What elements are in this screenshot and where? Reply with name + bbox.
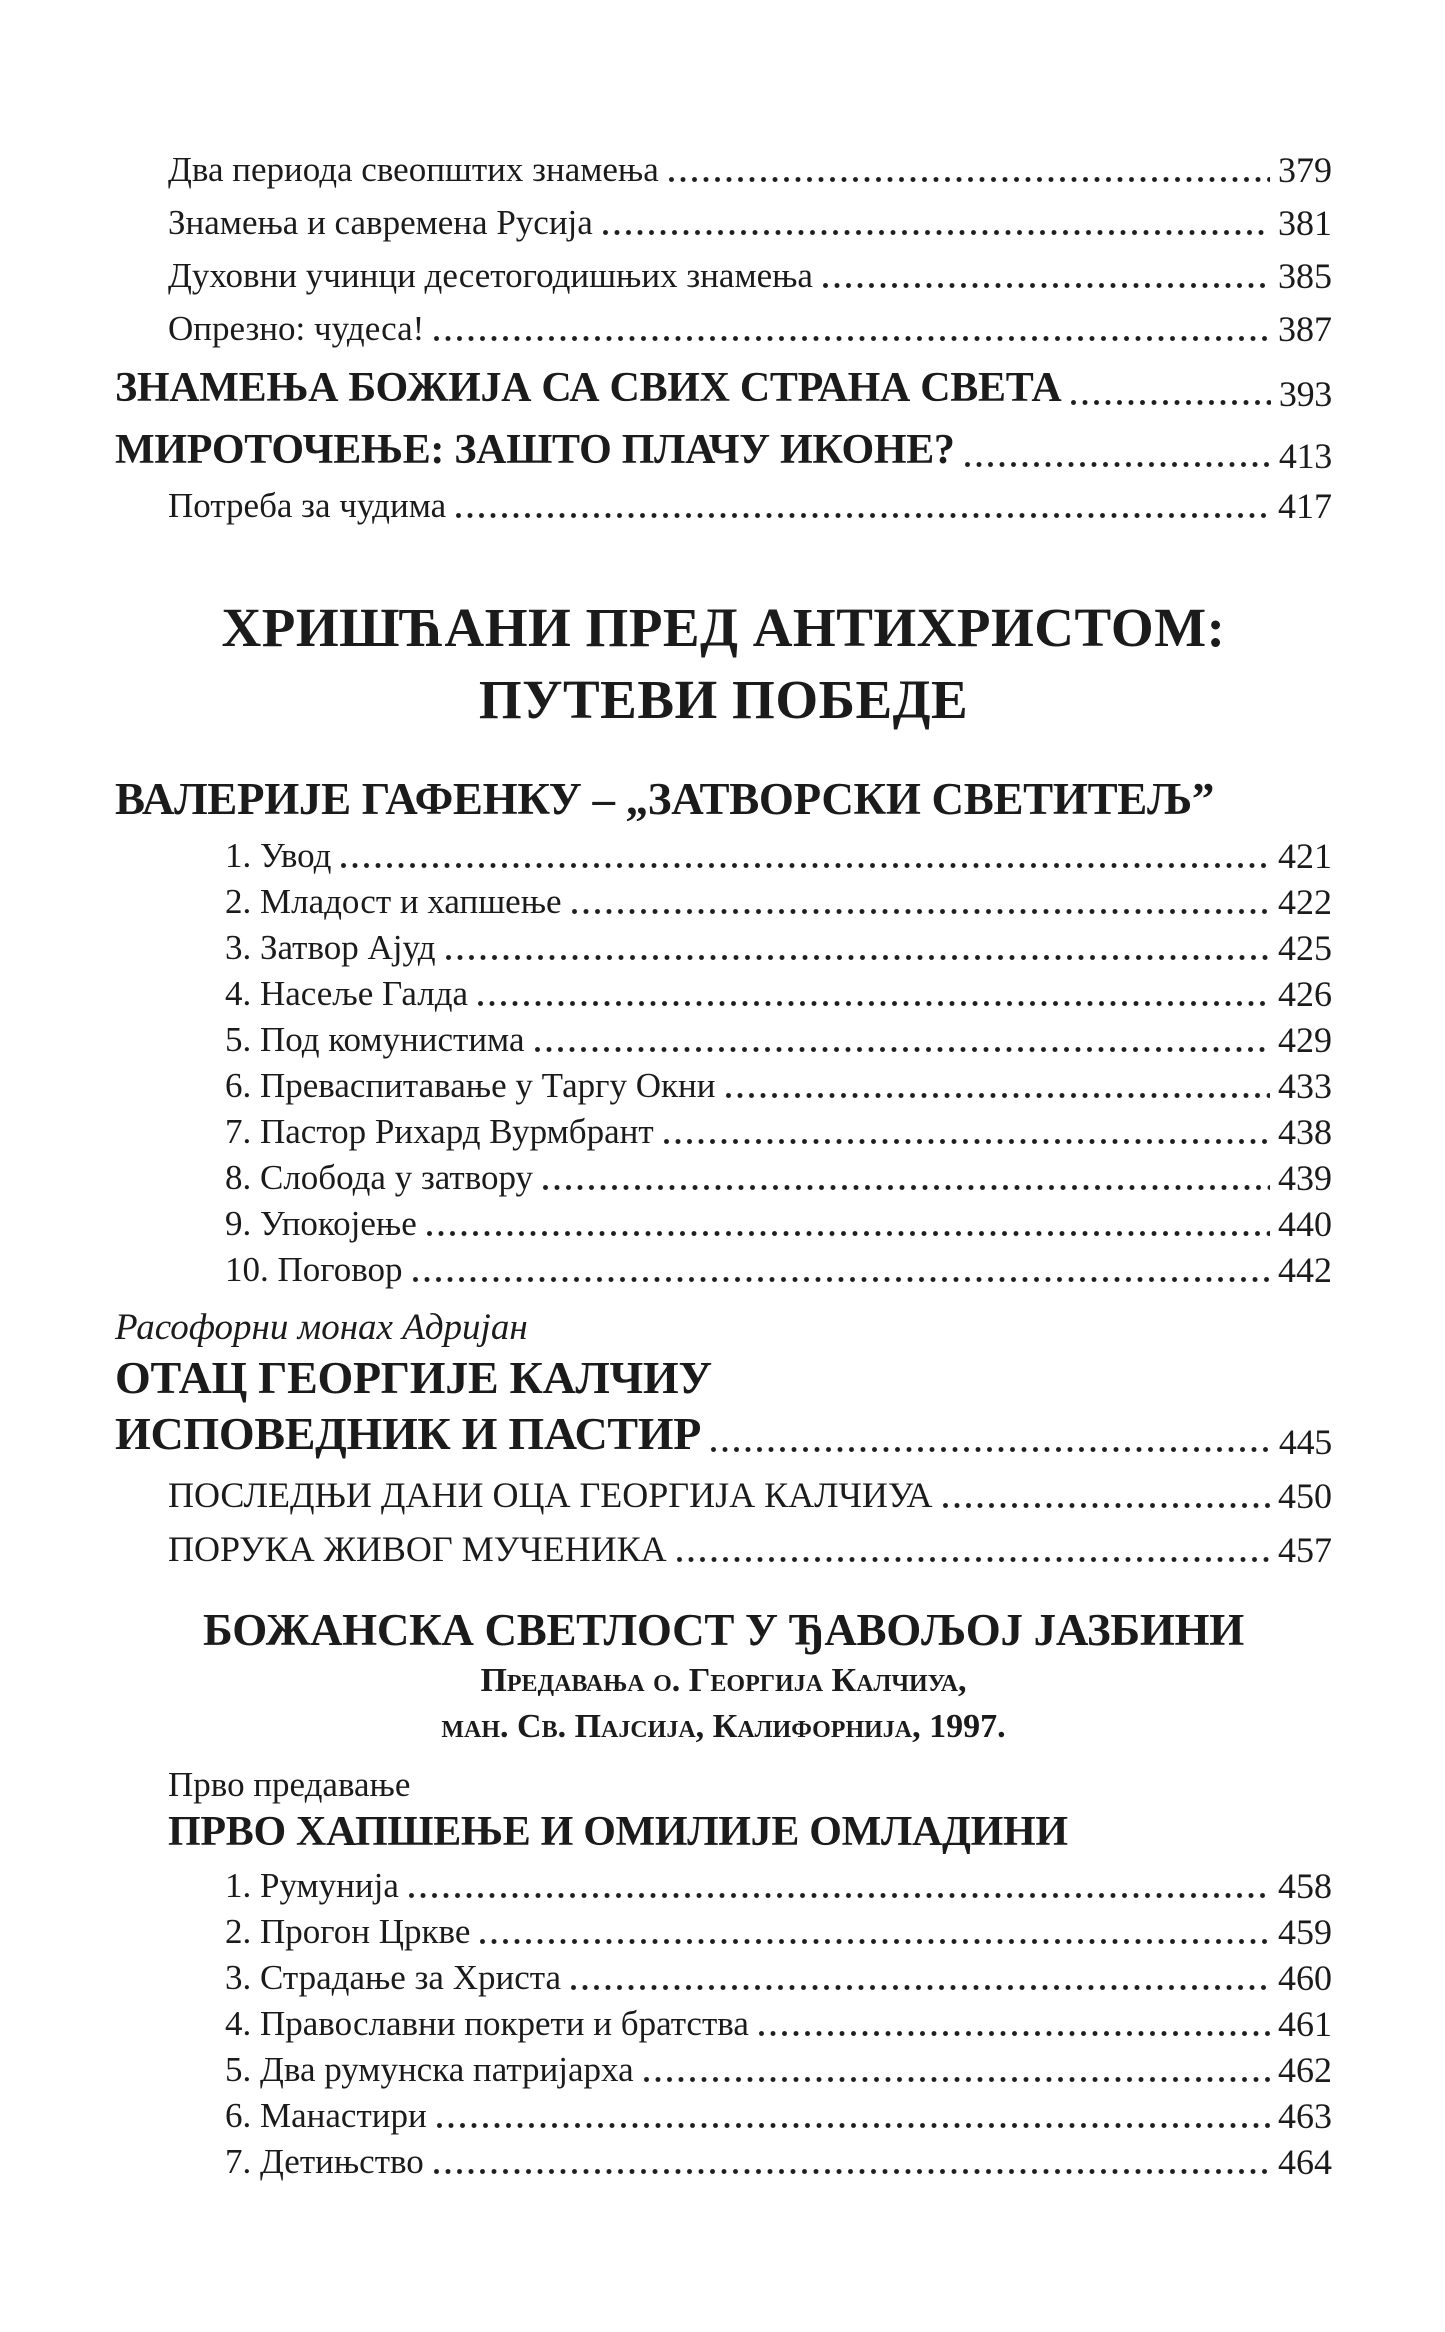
- section-heading-otac-line1: ОТАЦ ГЕОРГИЈЕ КАЛЧИУ: [115, 1352, 712, 1403]
- dot-leader: [677, 1557, 1270, 1563]
- toc-entry: [115, 836, 1332, 876]
- entry-page-number: 440: [1278, 1204, 1332, 1244]
- dot-leader: [759, 2031, 1270, 2037]
- dot-leader: [456, 513, 1270, 519]
- dot-leader: [341, 863, 1270, 869]
- entry-page-number: 387: [1278, 309, 1332, 349]
- toc-entry: [115, 1158, 1332, 1198]
- toc-entry: [115, 1020, 1332, 1060]
- section-bozanska: [115, 1602, 1332, 1750]
- toc-entry: [115, 2050, 1332, 2090]
- entry-page-number: 445: [1278, 1422, 1332, 1462]
- entry-page-number: 429: [1278, 1020, 1332, 1060]
- entry-label: 6. Манастири: [225, 2096, 427, 2135]
- entry-label: 4. Православни покрети и братства: [225, 2004, 749, 2043]
- entry-page-number: 450: [1278, 1476, 1332, 1516]
- toc-entry: [115, 1066, 1332, 1106]
- toc-entry: [115, 1250, 1332, 1290]
- entry-label: Опрезно: чудеса!: [168, 309, 425, 348]
- entry-page-number: 425: [1278, 928, 1332, 968]
- entry-label: Потреба за чудима: [168, 486, 447, 525]
- toc-entry: [115, 1912, 1332, 1952]
- dot-leader: [572, 909, 1270, 915]
- dot-leader: [669, 177, 1270, 183]
- entry-page-number: 422: [1278, 882, 1332, 922]
- entry-label: 2. Прогон Цркве: [225, 1912, 471, 1951]
- entry-page-number: 458: [1278, 1866, 1332, 1906]
- dot-leader: [446, 955, 1270, 961]
- dot-leader: [603, 230, 1270, 236]
- dot-leader: [535, 1047, 1271, 1053]
- toc-entry: [115, 2142, 1332, 2182]
- lecture-heading: ПРВО ХАПШЕЊЕ И ОМИЛИЈЕ ОМЛАДИНИ: [168, 1809, 1068, 1855]
- part-title: [115, 592, 1332, 736]
- dot-leader: [543, 1185, 1270, 1191]
- dot-leader: [726, 1093, 1271, 1099]
- toc-entry: [115, 2096, 1332, 2136]
- entry-label: 2. Младост и хапшење: [225, 882, 562, 921]
- dot-leader: [965, 462, 1271, 468]
- bozanska-subtitle-line1: Предавања о. Георгија Калчиуа,: [480, 1662, 967, 1699]
- entry-label: ПОРУКА ЖИВОГ МУЧЕНИКА: [168, 1529, 667, 1569]
- dot-leader: [1071, 400, 1271, 406]
- toc-entry: [115, 1204, 1332, 1244]
- entry-page-number: 417: [1278, 486, 1332, 526]
- entry-page-number: 438: [1278, 1112, 1332, 1152]
- toc-entry: [115, 2004, 1332, 2044]
- entry-page-number: 426: [1278, 974, 1332, 1014]
- entry-page-number: 379: [1278, 150, 1332, 190]
- section-heading-bozanska: БОЖАНСКА СВЕТЛОСТ У ЂАВОЉОЈ ЈАЗБИНИ: [203, 1605, 1244, 1655]
- chapter-label: ИСПОВЕДНИК И ПАСТИР: [115, 1408, 702, 1459]
- entry-page-number: 457: [1278, 1530, 1332, 1570]
- entry-label: 10. Поговор: [225, 1250, 403, 1289]
- entry-page-number: 460: [1278, 1958, 1332, 1998]
- toc-chapter-entry: [115, 424, 1332, 476]
- entry-label: 5. Под комунистима: [225, 1020, 525, 1059]
- chapter-label: МИРОТОЧЕЊЕ: ЗАШТО ПЛАЧУ ИКОНЕ?: [115, 427, 955, 473]
- entry-page-number: 464: [1278, 2142, 1332, 2182]
- entry-label: 5. Два румунска патријарха: [225, 2050, 634, 2089]
- dot-leader: [478, 1001, 1270, 1007]
- entry-page-number: 462: [1278, 2050, 1332, 2090]
- entry-page-number: 461: [1278, 2004, 1332, 2044]
- toc-entry: [115, 882, 1332, 922]
- entry-page-number: 433: [1278, 1066, 1332, 1106]
- dot-leader: [437, 2123, 1270, 2129]
- entry-page-number: 439: [1278, 1158, 1332, 1198]
- entry-label: ПОСЛЕДЊИ ДАНИ ОЦА ГЕОРГИЈА КАЛЧИУА: [168, 1475, 933, 1515]
- toc-entry: [115, 1474, 1332, 1516]
- author-note: Расофорни монах Адријан: [115, 1307, 528, 1348]
- dot-leader: [571, 1985, 1270, 1991]
- entry-label: 7. Детињство: [225, 2142, 424, 2181]
- toc-entry: [115, 1866, 1332, 1906]
- entry-label: 1. Румунија: [225, 1866, 399, 1905]
- entry-page-number: 442: [1278, 1250, 1332, 1290]
- bozanska-subtitle-line2: ман. Св. Пајсија, Калифорнија, 1997.: [441, 1708, 1006, 1745]
- dot-leader: [644, 2077, 1270, 2083]
- entry-label: 6. Преваспитавање у Таргу Окни: [225, 1066, 716, 1105]
- dot-leader: [434, 2169, 1270, 2175]
- entry-page-number: 421: [1278, 836, 1332, 876]
- toc-entry: [115, 974, 1332, 1014]
- lecture-label: Прво предавање: [168, 1765, 411, 1804]
- toc-entry: [115, 256, 1332, 296]
- toc-entry: [115, 309, 1332, 349]
- entry-page-number: 393: [1278, 374, 1332, 414]
- dot-leader: [409, 1893, 1270, 1899]
- entry-label: 3. Затвор Ајуд: [225, 928, 436, 967]
- entry-label: 4. Насеље Галда: [225, 974, 469, 1013]
- dot-leader: [480, 1939, 1270, 1945]
- entry-page-number: 381: [1278, 203, 1332, 243]
- toc-entry: [115, 1958, 1332, 1998]
- entry-label: 1. Увод: [225, 836, 332, 875]
- chapter-label: ЗНАМЕЊА БОЖИЈА СА СВИХ СТРАНА СВЕТА: [115, 365, 1062, 411]
- entry-label: 8. Слобода у затвору: [225, 1158, 534, 1197]
- entry-page-number: 413: [1278, 436, 1332, 476]
- entry-page-number: 459: [1278, 1912, 1332, 1952]
- dot-leader: [434, 336, 1270, 342]
- entry-label: 7. Пастор Рихард Вурмбрант: [225, 1112, 654, 1151]
- section-heading-otac-line2: [115, 1406, 1332, 1462]
- dot-leader: [427, 1231, 1270, 1237]
- toc-entry: [115, 486, 1332, 526]
- toc-entry: [115, 203, 1332, 243]
- entry-label: 9. Упокојење: [225, 1204, 417, 1243]
- entry-label: Духовни учинци десетогодишњих знамења: [168, 256, 813, 295]
- dot-leader: [413, 1277, 1270, 1283]
- entry-page-number: 463: [1278, 2096, 1332, 2136]
- dot-leader: [823, 283, 1270, 289]
- toc-entry: [115, 1112, 1332, 1152]
- toc-chapter-entry: [115, 362, 1332, 414]
- entry-page-number: 385: [1278, 256, 1332, 296]
- dot-leader: [943, 1503, 1270, 1509]
- dot-leader: [664, 1139, 1270, 1145]
- entry-label: 3. Страдање за Христа: [225, 1958, 561, 1997]
- toc-entry: [115, 928, 1332, 968]
- toc-entry: [115, 1528, 1332, 1570]
- part-title-line2: ПУТЕВИ ПОБЕДЕ: [478, 669, 969, 730]
- entry-label: Два периода свеопштих знамења: [168, 150, 659, 189]
- toc-entry: [115, 150, 1332, 190]
- dot-leader: [711, 1447, 1271, 1453]
- section-heading-valerije: ВАЛЕРИЈЕ ГАФЕНКУ – „ЗАТВОРСКИ СВЕТИТЕЉ”: [115, 774, 1215, 824]
- part-title-line1: ХРИШЋАНИ ПРЕД АНТИХРИСТОМ:: [221, 597, 1226, 658]
- entry-label: Знамења и савремена Русија: [168, 203, 593, 242]
